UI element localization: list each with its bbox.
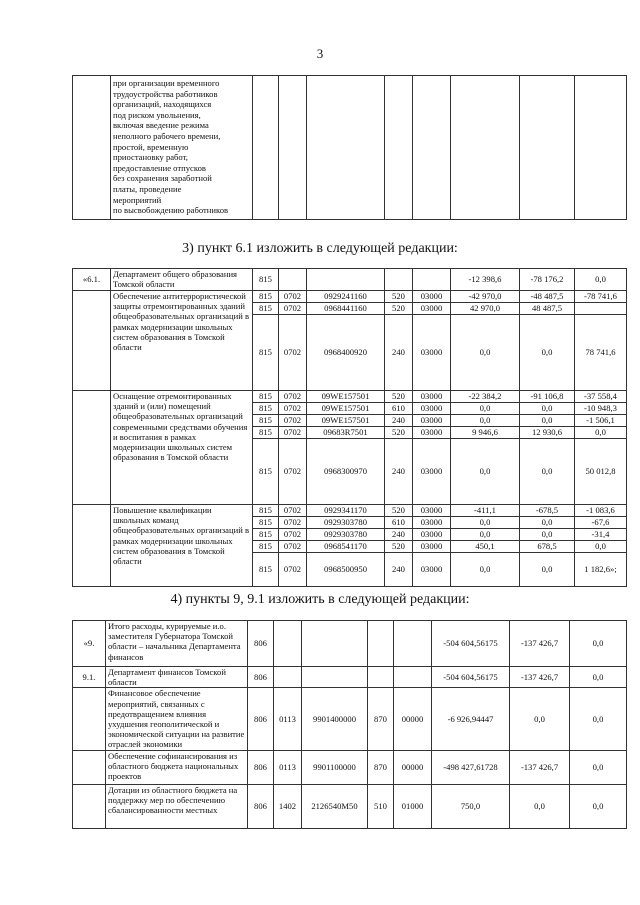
- cell-grbs: 815: [253, 517, 279, 529]
- table-continuation: [72, 75, 627, 220]
- cell-kosgu: 03000: [413, 541, 451, 553]
- description-line: неполного рабочего времени,: [113, 130, 221, 141]
- cell-kosgu: 03000: [413, 553, 451, 587]
- description-line: под риском увольнения,: [113, 109, 201, 120]
- cell-csr: 09WE157501: [307, 415, 385, 427]
- cell-grbs: 815: [253, 303, 279, 315]
- cell-vr: 510: [368, 784, 394, 828]
- cell-vr: 520: [385, 291, 413, 303]
- cell-year1: -411,1: [451, 505, 520, 517]
- cell-year3: -31,4: [575, 529, 627, 541]
- cell-vr: 520: [385, 505, 413, 517]
- cell-no: «6.1.: [73, 269, 111, 291]
- cell-csr: 2126540M50: [302, 784, 368, 828]
- cell-name: Дотации из областного бюджета на поддержку мер по обеспечению сбалансированности местных: [106, 784, 248, 828]
- cell-year2: 0,0: [520, 415, 575, 427]
- cell-rz: [274, 621, 302, 667]
- cell-no: «9.: [73, 621, 106, 667]
- cell-y1: -504 604,56175: [432, 667, 510, 688]
- cell-y3: 0,0: [570, 784, 627, 828]
- cell-rz: 0702: [279, 427, 307, 439]
- cell-rz: 0702: [279, 403, 307, 415]
- table-item-6-1: [72, 268, 627, 587]
- cell-rz: [274, 667, 302, 688]
- table-row-description: [111, 76, 253, 220]
- cell-vr: [368, 621, 394, 667]
- table-row: [73, 621, 627, 667]
- cell-name: Повышение квалификации школьных команд общеобразовательных организаций в рамках модернизации школьных систем образования в Томской области: [111, 505, 253, 587]
- cell-y3: 0,0: [570, 621, 627, 667]
- cell-grbs: 806: [248, 621, 274, 667]
- cell-year1: 0,0: [451, 439, 520, 505]
- cell-year1: 450,1: [451, 541, 520, 553]
- cell-year2: 0,0: [520, 517, 575, 529]
- cell-year3: 78 741,6: [575, 315, 627, 391]
- cell-grbs: 815: [253, 541, 279, 553]
- cell-kosgu: 03000: [413, 315, 451, 391]
- cell-rz: 0702: [279, 439, 307, 505]
- cell-y2: 0,0: [510, 688, 570, 750]
- cell-name: Департамент общего образования Томской области: [111, 269, 253, 291]
- cell-csr: 0929341170: [307, 505, 385, 517]
- cell-vr: 240: [385, 553, 413, 587]
- cell-csr: 09WE157501: [307, 391, 385, 403]
- description-line: трудоустройства работников: [113, 88, 218, 99]
- cell-year2: 0,0: [520, 529, 575, 541]
- cell-no: [73, 76, 111, 220]
- cell-year2: 12 930,6: [520, 427, 575, 439]
- cell-grbs: 815: [253, 415, 279, 427]
- cell-vr: 240: [385, 439, 413, 505]
- cell-csr: [302, 667, 368, 688]
- cell-grbs: 815: [253, 291, 279, 303]
- table-row: [73, 667, 627, 688]
- cell-year3: -1 083,6: [575, 505, 627, 517]
- cell-grbs: 815: [253, 427, 279, 439]
- cell-no: 9.1.: [73, 667, 106, 688]
- cell-rz: 1402: [274, 784, 302, 828]
- description-line: простой, временную: [113, 141, 189, 152]
- cell-year2: -78 176,2: [520, 269, 575, 291]
- cell-year1: 9 946,6: [451, 427, 520, 439]
- cell-csr: 0929241160: [307, 291, 385, 303]
- cell-rz: 0702: [279, 529, 307, 541]
- cell-y3: 0,0: [570, 667, 627, 688]
- cell-csr: 0929303780: [307, 529, 385, 541]
- cell-vr: 240: [385, 415, 413, 427]
- cell-vr: 870: [368, 688, 394, 750]
- cell-year2: 0,0: [520, 403, 575, 415]
- cell-empty: [279, 269, 307, 291]
- cell-kosgu: 03000: [413, 391, 451, 403]
- cell-year2: 0,0: [520, 439, 575, 505]
- cell-year3: -37 558,4: [575, 391, 627, 403]
- cell-grbs: 815: [253, 439, 279, 505]
- cell-kosgu: 03000: [413, 291, 451, 303]
- cell-csr: 09683R7501: [307, 427, 385, 439]
- cell-grbs: 815: [253, 403, 279, 415]
- cell-vr: 240: [385, 315, 413, 391]
- cell-name: Оснащение отремонтированных зданий и (или) помещений общеобразовательных организаций современными средствами обучения и воспитания в рамках модернизации школьных систем образования в Томской области: [111, 391, 253, 505]
- cell-kosgu: 00000: [394, 750, 432, 784]
- table-row: [73, 291, 627, 303]
- cell-grbs: 806: [248, 784, 274, 828]
- table-item-9: [72, 620, 627, 829]
- cell-year3: -10 948,3: [575, 403, 627, 415]
- cell-year2: 48 487,5: [520, 303, 575, 315]
- cell-kosgu: 03000: [413, 529, 451, 541]
- cell-vr: [368, 667, 394, 688]
- description-line: предоставление отпусков: [113, 162, 206, 173]
- cell-csr: 9901400000: [302, 688, 368, 750]
- cell-kosgu: 03000: [413, 427, 451, 439]
- cell-empty: [385, 269, 413, 291]
- cell-y3: 0,0: [570, 750, 627, 784]
- cell-y1: -498 427,61728: [432, 750, 510, 784]
- cell-year2: 0,0: [520, 315, 575, 391]
- cell-name: Итого расходы, курируемые и.о. заместителя Губернатора Томской области – начальника Департамента финансов: [106, 621, 248, 667]
- cell-year1: 0,0: [451, 529, 520, 541]
- cell-grbs: 806: [248, 667, 274, 688]
- description-line: включая введение режима: [113, 120, 209, 131]
- cell-empty: [413, 269, 451, 291]
- cell-rz: 0702: [279, 541, 307, 553]
- cell-name: Обеспечение софинансирования из областного бюджета национальных проектов: [106, 750, 248, 784]
- cell-y3: 0,0: [570, 688, 627, 750]
- cell-no: [73, 784, 106, 828]
- cell-y1: -6 926,94447: [432, 688, 510, 750]
- cell-y2: -137 426,7: [510, 750, 570, 784]
- cell-csr: 0968500950: [307, 553, 385, 587]
- cell-grbs: 815: [253, 553, 279, 587]
- cell-csr: 0968300970: [307, 439, 385, 505]
- cell-year3: -67,6: [575, 517, 627, 529]
- cell-year1: 0,0: [451, 415, 520, 427]
- description-line: платы, проведение: [113, 183, 182, 194]
- cell-rz: 0702: [279, 315, 307, 391]
- cell-year3: 1 182,6»;: [575, 553, 627, 587]
- cell-no: [73, 391, 111, 505]
- description-line: организаций, находящихся: [113, 99, 212, 110]
- cell-year1: 0,0: [451, 517, 520, 529]
- cell-no: [73, 750, 106, 784]
- description-line: мероприятий: [113, 194, 162, 205]
- cell-vr: 610: [385, 403, 413, 415]
- cell-vr: 520: [385, 391, 413, 403]
- cell-year2: -678,5: [520, 505, 575, 517]
- cell-grbs: 815: [253, 391, 279, 403]
- cell-no: [73, 688, 106, 750]
- cell-year1: -42 970,0: [451, 291, 520, 303]
- cell-year1: 0,0: [451, 315, 520, 391]
- cell-kosgu: 03000: [413, 505, 451, 517]
- table-row: [73, 688, 627, 750]
- cell-rz: 0113: [274, 688, 302, 750]
- cell-y2: -137 426,7: [510, 621, 570, 667]
- cell-y2: -137 426,7: [510, 667, 570, 688]
- table-row: [73, 391, 627, 403]
- cell-grbs: 806: [248, 688, 274, 750]
- cell-rz: 0702: [279, 291, 307, 303]
- cell-y2: 0,0: [510, 784, 570, 828]
- cell-year1: -22 384,2: [451, 391, 520, 403]
- cell-year3: -78 741,6: [575, 291, 627, 303]
- cell-kosgu: 03000: [413, 403, 451, 415]
- cell-year2: -91 106,8: [520, 391, 575, 403]
- description-line: по высвобождению работников: [113, 205, 229, 216]
- cell-vr: 870: [368, 750, 394, 784]
- cell-kosgu: 03000: [413, 415, 451, 427]
- cell-grbs: 815: [253, 529, 279, 541]
- page-number: 3: [316, 46, 324, 61]
- description-line: при организации временного: [113, 78, 220, 88]
- cell-kosgu: 03000: [413, 439, 451, 505]
- cell-csr: 0968400920: [307, 315, 385, 391]
- cell-year1: 0,0: [451, 403, 520, 415]
- cell-csr: [302, 621, 368, 667]
- cell-grbs: 815: [253, 315, 279, 391]
- description-line: без сохранения заработной: [113, 173, 212, 184]
- cell-csr: 0968541170: [307, 541, 385, 553]
- table-row: [73, 750, 627, 784]
- cell-empty: [307, 269, 385, 291]
- cell-vr: 240: [385, 529, 413, 541]
- cell-no: [73, 291, 111, 391]
- cell-no: [73, 505, 111, 587]
- cell-grbs: 815: [253, 505, 279, 517]
- cell-csr: 9901100000: [302, 750, 368, 784]
- cell-year3: 0,0: [575, 541, 627, 553]
- description-line: приостановку работ,: [113, 152, 188, 163]
- cell-year1: -12 398,6: [451, 269, 520, 291]
- cell-vr: 520: [385, 427, 413, 439]
- cell-name: Финансовое обеспечение мероприятий, связанных с предотвращением влияния ухудшения геополитической и экономической ситуации на развитие отраслей экономики: [106, 688, 248, 750]
- cell-kosgu: [394, 621, 432, 667]
- table-row: [73, 269, 627, 291]
- cell-rz: 0702: [279, 553, 307, 587]
- cell-vr: 610: [385, 517, 413, 529]
- cell-kosgu: 00000: [394, 688, 432, 750]
- cell-rz: 0702: [279, 391, 307, 403]
- cell-year3: [575, 303, 627, 315]
- cell-grbs: 806: [248, 750, 274, 784]
- heading-item-4: 4) пункты 9, 9.1 изложить в следующей редакции:: [170, 592, 470, 607]
- cell-rz: 0702: [279, 505, 307, 517]
- cell-csr: 09WE157501: [307, 403, 385, 415]
- heading-item-3: 3) пункт 6.1 изложить в следующей редакции:: [182, 241, 458, 256]
- cell-year1: 42 970,0: [451, 303, 520, 315]
- cell-year2: 0,0: [520, 553, 575, 587]
- cell-year2: -48 487,5: [520, 291, 575, 303]
- table-row: [73, 784, 627, 828]
- cell-kosgu: [394, 667, 432, 688]
- cell-year3: 50 012,8: [575, 439, 627, 505]
- cell-kosgu: 01000: [394, 784, 432, 828]
- cell-vr: 520: [385, 541, 413, 553]
- cell-vr: 520: [385, 303, 413, 315]
- table-row: [73, 505, 627, 517]
- cell-rz: 0702: [279, 415, 307, 427]
- cell-kosgu: 03000: [413, 303, 451, 315]
- cell-rz: 0702: [279, 303, 307, 315]
- cell-year2: 678,5: [520, 541, 575, 553]
- cell-year1: 0,0: [451, 553, 520, 587]
- cell-grbs: 815: [253, 269, 279, 291]
- cell-year3: -1 506,1: [575, 415, 627, 427]
- cell-name: Департамент финансов Томской области: [106, 667, 248, 688]
- cell-csr: 0968441160: [307, 303, 385, 315]
- cell-rz: 0702: [279, 517, 307, 529]
- cell-year3: 0,0: [575, 269, 627, 291]
- cell-name: Обеспечение антитеррористической защиты отремонтированных зданий общеобразовательных организаций в рамках модернизации школьных систем образования в Томской области: [111, 291, 253, 391]
- cell-year3: 0,0: [575, 427, 627, 439]
- cell-kosgu: 03000: [413, 517, 451, 529]
- cell-csr: 0929303780: [307, 517, 385, 529]
- cell-y1: -504 604,56175: [432, 621, 510, 667]
- cell-rz: 0113: [274, 750, 302, 784]
- cell-y1: 750,0: [432, 784, 510, 828]
